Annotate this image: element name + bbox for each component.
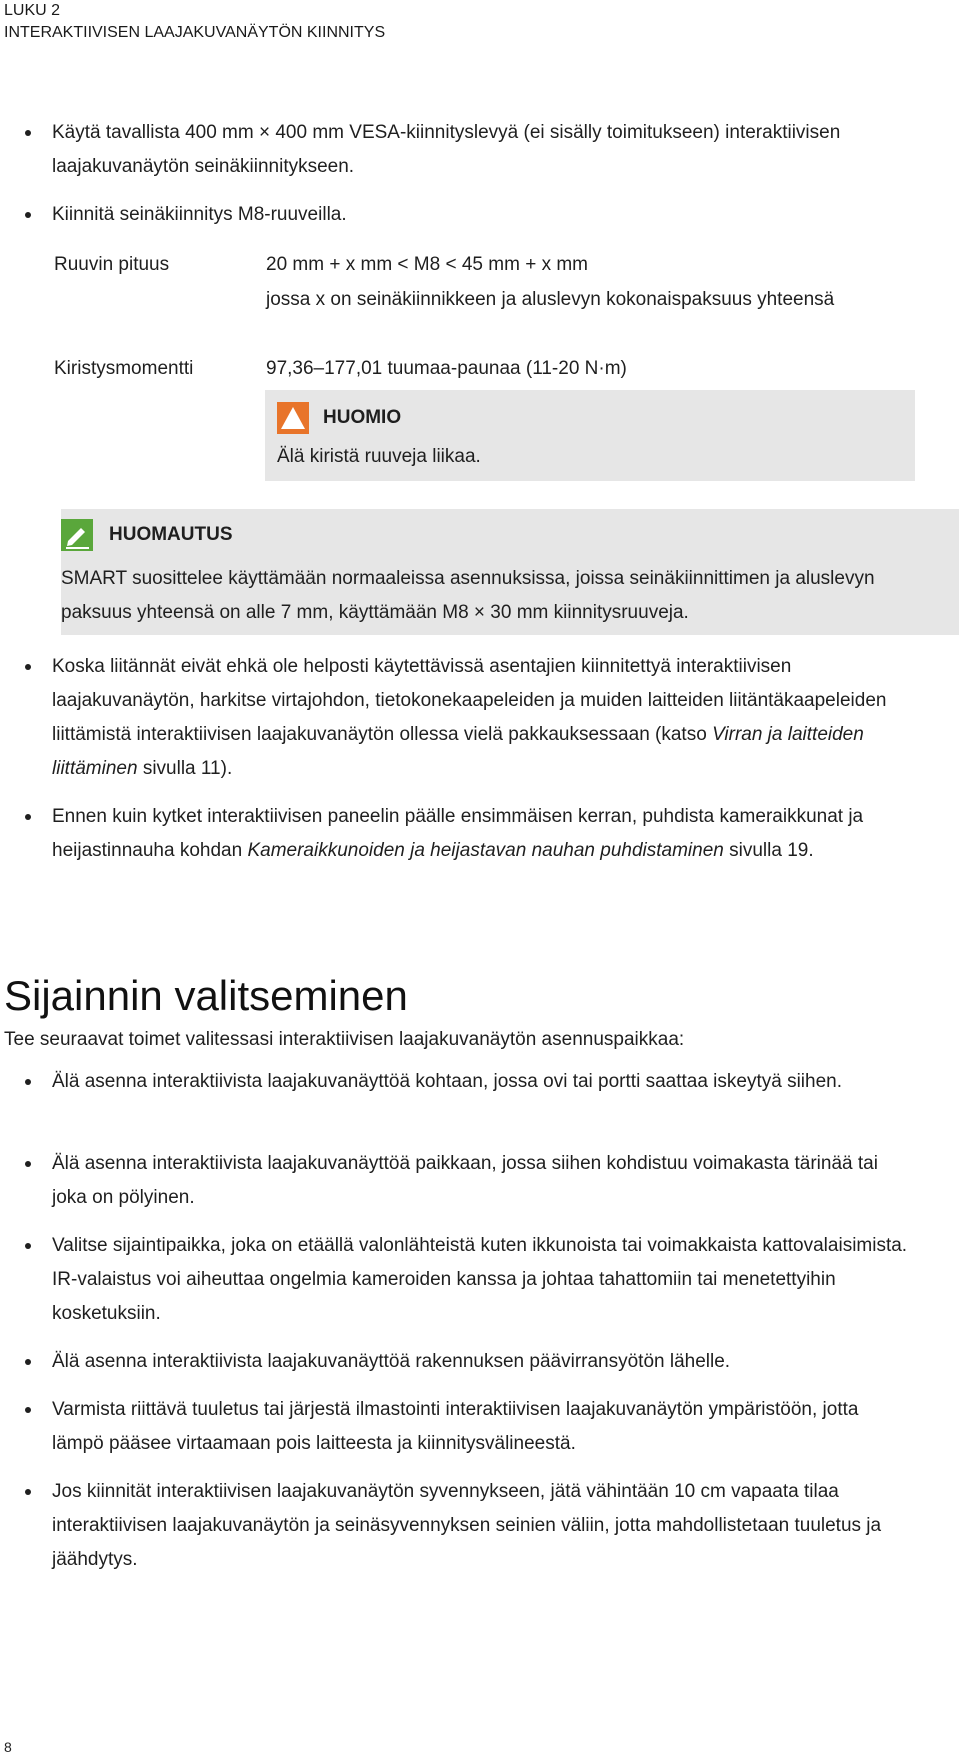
note-box: [61, 509, 959, 635]
caution-title: HUOMIO: [323, 407, 402, 428]
cross-reference-link[interactable]: Virran ja laitteiden liittäminen: [52, 724, 864, 779]
screw-length-value: 20 mm + x mm < M8 < 45 mm + x mm: [266, 254, 589, 275]
list-item: Käytä tavallista 400 mm × 400 mm VESA-kiinnityslevyä (ei sisälly toimitukseen) interaktiivisen laajakuvanäytön seinäkiinnitykseen.: [52, 116, 912, 184]
chapter-header: [4, 0, 385, 44]
list-item: [52, 650, 912, 786]
page-number: 8: [4, 1739, 12, 1755]
list-item: Varmista riittävä tuuletus tai järjestä ilmastointi interaktiivisen laajakuvanäytön ympäristöön, jotta lämpö pääsee virtaamaan pois laitteesta ja kiinnitysvälineestä.: [52, 1393, 912, 1461]
note-title: HUOMAUTUS: [109, 524, 233, 545]
bullet-suffix: sivulla 19.: [729, 840, 814, 861]
list-item: Älä asenna interaktiivista laajakuvanäyttöä paikkaan, jossa siihen kohdistuu voimakasta tärinää tai joka on pölyinen.: [52, 1147, 912, 1215]
bullet-text: Ennen kuin kytket interaktiivisen paneelin päälle ensimmäisen kerran, puhdista kameraikkunat ja heijastinnauha kohdan: [52, 806, 864, 861]
list-item: Jos kiinnität interaktiivisen laajakuvanäytön syvennykseen, jätä vähintään 10 cm vapaata tilaa interaktiivisen laajakuvanäytön ja seinäsyvennyksen seinien väliin, jotta mahdollistetaan tuuletus ja jäähdytys.: [52, 1475, 912, 1577]
chapter-title: INTERAKTIIVISEN LAAJAKUVANÄYTÖN KIINNITYS: [4, 24, 386, 41]
torque-label: Kiristysmomentti: [54, 358, 194, 379]
caution-box: [265, 390, 915, 481]
list-item: Älä asenna interaktiivista laajakuvanäyttöä kohtaan, jossa ovi tai portti saattaa iskeytyä siihen.: [52, 1065, 912, 1099]
pencil-icon: [61, 519, 93, 551]
bullet-text: Koska liitännät eivät ehkä ole helposti käytettävissä asentajien kiinnitettyä interaktiivisen laajakuvanäytön, harkitse virtajohdon, tietokonekaapeleiden ja muiden laitteiden liitäntäkaapeleiden liittämistä interaktiivisen laajakuvanäytön ollessa vielä pakkauksessaan (katso: [52, 656, 887, 745]
bullet-suffix: sivulla 11).: [142, 758, 233, 779]
list-item: Valitse sijaintipaikka, joka on etäällä valonlähteistä kuten ikkunoista tai voimakkaista kattovalaisimista. IR-valaistus voi aiheuttaa ongelmia kameroiden kanssa ja johtaa tahattomiin tai menetettyihin kosketuksiin.: [52, 1229, 912, 1331]
torque-value: 97,36–177,01 tuumaa-paunaa (11-20 N·m): [266, 358, 627, 379]
cross-reference-link[interactable]: Kameraikkunoiden ja heijastavan nauhan puhdistaminen: [247, 840, 724, 861]
list-item: [52, 800, 912, 868]
chapter-number: LUKU 2: [4, 2, 61, 19]
caution-text: Älä kiristä ruuveja liikaa.: [277, 446, 481, 467]
note-text: SMART suosittelee käyttämään normaaleissa asennuksissa, joissa seinäkiinnittimen ja aluslevyn paksuus yhteensä on alle 7 mm, käyttämään M8 × 30 mm kiinnitysruuveja.: [61, 568, 875, 623]
screw-length-label: Ruuvin pituus: [54, 254, 170, 275]
section-heading: Sijainnin valitseminen: [4, 972, 408, 1019]
screw-length-note: jossa x on seinäkiinnikkeen ja aluslevyn kokonaispaksuus yhteensä: [266, 289, 835, 310]
warning-icon: [277, 402, 309, 434]
list-item: Kiinnitä seinäkiinnitys M8-ruuveilla.: [52, 198, 912, 232]
section-intro: Tee seuraavat toimet valitessasi interaktiivisen laajakuvanäytön asennuspaikkaa:: [4, 1029, 685, 1050]
list-item: Älä asenna interaktiivista laajakuvanäyttöä rakennuksen päävirransyötön lähelle.: [52, 1345, 912, 1379]
